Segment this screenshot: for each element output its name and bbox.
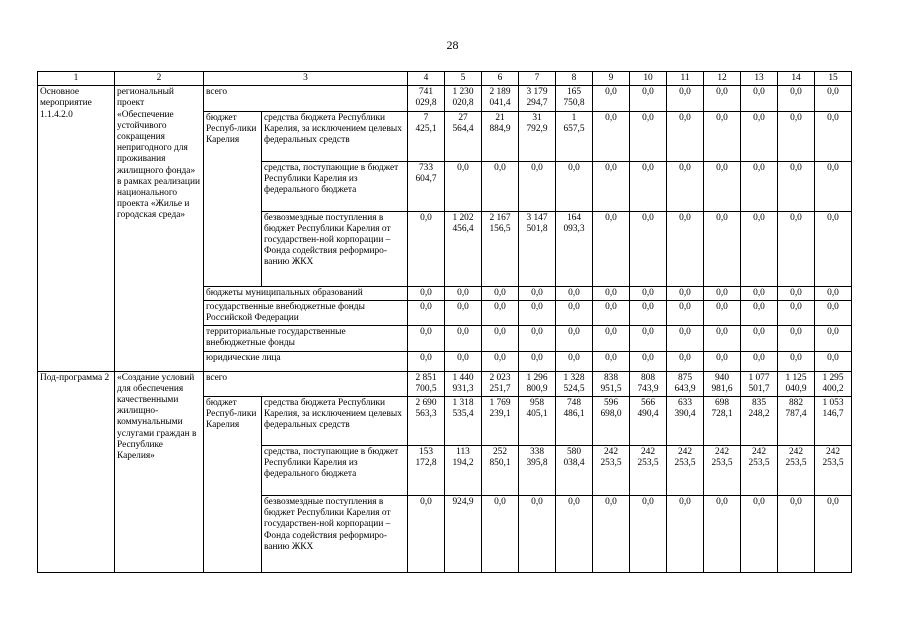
value-cell: 940 981,6 [704, 371, 741, 396]
value-cell: 0,0 [667, 496, 704, 573]
value-cell: 27 564,4 [445, 111, 482, 161]
header-cell: 7 [519, 72, 556, 86]
value-cell: 21 884,9 [482, 111, 519, 161]
value-cell: 113 194,2 [445, 446, 482, 496]
value-cell: 0,0 [815, 326, 852, 351]
value-cell: 0,0 [667, 86, 704, 111]
value-cell: 0,0 [741, 111, 778, 161]
value-cell: 3 147 501,8 [519, 211, 556, 286]
value-cell: 0,0 [482, 326, 519, 351]
source-label: средства, поступающие в бюджет Республики Карелия из федерального бюджета [262, 446, 408, 496]
value-cell: 0,0 [741, 496, 778, 573]
value-cell: 0,0 [556, 326, 593, 351]
header-row [38, 72, 852, 86]
header-cell: 13 [741, 72, 778, 86]
value-cell: 741 029,8 [408, 86, 445, 111]
project-cell: региональный проект «Обеспечение устойчивого сокращения непригодного для проживания жилищного фонда» в рамках реализации национального проекта «Жилье и городская среда» [115, 86, 204, 371]
header-cell: 4 [408, 72, 445, 86]
value-cell: 0,0 [667, 161, 704, 211]
value-cell: 0,0 [519, 496, 556, 573]
value-cell: 0,0 [778, 351, 815, 371]
value-cell: 0,0 [593, 351, 630, 371]
value-cell: 0,0 [630, 496, 667, 573]
value-cell: 1 125 040,9 [778, 371, 815, 396]
value-cell: 0,0 [704, 286, 741, 300]
header-cell: 9 [593, 72, 630, 86]
value-cell: 0,0 [815, 211, 852, 286]
budget-group-cell: бюджет Респуб-лики Карелия [204, 111, 262, 286]
value-cell: 0,0 [630, 286, 667, 300]
value-cell: 0,0 [482, 161, 519, 211]
value-cell: 1 295 400,2 [815, 371, 852, 396]
value-cell: 2 167 156,5 [482, 211, 519, 286]
value-cell: 1 318 535,4 [445, 397, 482, 446]
value-cell: 0,0 [815, 300, 852, 325]
value-cell: 0,0 [741, 286, 778, 300]
value-cell: 0,0 [741, 351, 778, 371]
value-cell: 580 038,4 [556, 446, 593, 496]
value-cell: 0,0 [593, 286, 630, 300]
value-cell: 0,0 [815, 111, 852, 161]
measure-cell: Под-программа 2 [38, 371, 115, 572]
value-cell: 1 657,5 [556, 111, 593, 161]
value-cell: 0,0 [519, 326, 556, 351]
header-cell: 6 [482, 72, 519, 86]
value-cell: 0,0 [445, 161, 482, 211]
source-label: всего [204, 86, 408, 111]
value-cell: 31 792,9 [519, 111, 556, 161]
project-cell: «Создание условий для обеспечения качественными жилищно-коммунальными услугами граждан в Республике Карелия» [115, 371, 204, 572]
value-cell: 0,0 [704, 300, 741, 325]
value-cell: 835 248,2 [741, 397, 778, 446]
header-cell: 14 [778, 72, 815, 86]
value-cell: 748 486,1 [556, 397, 593, 446]
value-cell: 2 189 041,4 [482, 86, 519, 111]
value-cell: 2 851 700,5 [408, 371, 445, 396]
value-cell: 0,0 [778, 326, 815, 351]
value-cell: 0,0 [741, 86, 778, 111]
value-cell: 242 253,5 [593, 446, 630, 496]
value-cell: 808 743,9 [630, 371, 667, 396]
value-cell: 0,0 [593, 300, 630, 325]
value-cell: 0,0 [815, 161, 852, 211]
value-cell: 0,0 [778, 300, 815, 325]
value-cell: 0,0 [519, 286, 556, 300]
header-cell: 12 [704, 72, 741, 86]
value-cell: 0,0 [630, 86, 667, 111]
value-cell: 252 850,1 [482, 446, 519, 496]
value-cell: 0,0 [815, 86, 852, 111]
value-cell: 0,0 [408, 300, 445, 325]
value-cell: 0,0 [667, 286, 704, 300]
value-cell: 0,0 [445, 300, 482, 325]
value-cell: 0,0 [519, 300, 556, 325]
value-cell: 633 390,4 [667, 397, 704, 446]
value-cell: 242 253,5 [704, 446, 741, 496]
source-label: средства бюджета Республики Карелия, за исключением целевых федеральных средств [262, 111, 408, 161]
value-cell: 0,0 [778, 111, 815, 161]
value-cell: 0,0 [408, 351, 445, 371]
value-cell: 0,0 [815, 496, 852, 573]
value-cell: 338 395,8 [519, 446, 556, 496]
value-cell: 0,0 [741, 326, 778, 351]
value-cell: 0,0 [667, 300, 704, 325]
value-cell: 1 440 931,3 [445, 371, 482, 396]
value-cell: 0,0 [556, 351, 593, 371]
header-cell: 2 [115, 72, 204, 86]
value-cell: 0,0 [593, 86, 630, 111]
value-cell: 0,0 [408, 211, 445, 286]
value-cell: 0,0 [482, 496, 519, 573]
value-cell: 1 077 501,7 [741, 371, 778, 396]
value-cell: 0,0 [704, 111, 741, 161]
source-label: территориальные государственные внебюджетные фонды [204, 326, 408, 351]
header-cell: 1 [38, 72, 115, 86]
value-cell: 0,0 [667, 326, 704, 351]
value-cell: 0,0 [815, 351, 852, 371]
value-cell: 242 253,5 [667, 446, 704, 496]
value-cell: 0,0 [704, 326, 741, 351]
value-cell: 0,0 [704, 211, 741, 286]
value-cell: 596 698,0 [593, 397, 630, 446]
value-cell: 698 728,1 [704, 397, 741, 446]
value-cell: 1 769 239,1 [482, 397, 519, 446]
value-cell: 0,0 [593, 161, 630, 211]
value-cell: 153 172,8 [408, 446, 445, 496]
source-label: бюджеты муниципальных образований [204, 286, 408, 300]
value-cell: 0,0 [408, 496, 445, 573]
value-cell: 0,0 [667, 351, 704, 371]
value-cell: 0,0 [778, 286, 815, 300]
source-label: всего [204, 371, 408, 396]
value-cell: 242 253,5 [778, 446, 815, 496]
budget-group-cell: бюджет Респуб-лики Карелия [204, 397, 262, 573]
value-cell: 958 405,1 [519, 397, 556, 446]
value-cell: 0,0 [778, 496, 815, 573]
value-cell: 165 750,8 [556, 86, 593, 111]
value-cell: 242 253,5 [630, 446, 667, 496]
value-cell: 924,9 [445, 496, 482, 573]
value-cell: 2 023 251,7 [482, 371, 519, 396]
value-cell: 0,0 [630, 351, 667, 371]
table-row [38, 86, 852, 111]
source-label: безвозмездные поступления в бюджет Республики Карелия от государствен-ной корпорации – Фонда содействия реформиро-ванию ЖКХ [262, 211, 408, 286]
value-cell: 0,0 [630, 161, 667, 211]
value-cell: 0,0 [519, 161, 556, 211]
value-cell: 0,0 [667, 211, 704, 286]
source-label: безвозмездные поступления в бюджет Республики Карелия от государствен-ной корпорации – Фонда содействия реформиро-ванию ЖКХ [262, 496, 408, 573]
value-cell: 0,0 [593, 211, 630, 286]
value-cell: 1 053 146,7 [815, 397, 852, 446]
source-label: средства, поступающие в бюджет Республики Карелия из федерального бюджета [262, 161, 408, 211]
value-cell: 0,0 [704, 496, 741, 573]
value-cell: 2 690 563,3 [408, 397, 445, 446]
value-cell: 0,0 [815, 286, 852, 300]
header-cell: 15 [815, 72, 852, 86]
measure-cell: Основное мероприятие 1.1.4.2.0 [38, 86, 115, 371]
header-cell: 3 [204, 72, 408, 86]
value-cell: 164 093,3 [556, 211, 593, 286]
value-cell: 1 296 800,9 [519, 371, 556, 396]
value-cell: 0,0 [778, 86, 815, 111]
value-cell: 0,0 [704, 351, 741, 371]
budget-table [37, 71, 852, 573]
value-cell: 242 253,5 [815, 446, 852, 496]
source-label: средства бюджета Республики Карелия, за исключением целевых федеральных средств [262, 397, 408, 446]
value-cell: 0,0 [704, 86, 741, 111]
value-cell: 0,0 [408, 286, 445, 300]
table-row [38, 371, 852, 396]
value-cell: 882 787,4 [778, 397, 815, 446]
value-cell: 0,0 [593, 111, 630, 161]
value-cell: 0,0 [556, 286, 593, 300]
value-cell: 0,0 [593, 326, 630, 351]
value-cell: 0,0 [445, 351, 482, 371]
value-cell: 0,0 [556, 161, 593, 211]
value-cell: 0,0 [778, 211, 815, 286]
value-cell: 0,0 [778, 161, 815, 211]
value-cell: 0,0 [482, 351, 519, 371]
value-cell: 0,0 [741, 211, 778, 286]
value-cell: 0,0 [667, 111, 704, 161]
value-cell: 0,0 [593, 496, 630, 573]
value-cell: 0,0 [630, 326, 667, 351]
value-cell: 0,0 [482, 286, 519, 300]
value-cell: 0,0 [445, 286, 482, 300]
value-cell: 0,0 [630, 300, 667, 325]
value-cell: 1 230 020,8 [445, 86, 482, 111]
value-cell: 1 328 524,5 [556, 371, 593, 396]
value-cell: 3 179 294,7 [519, 86, 556, 111]
value-cell: 0,0 [519, 351, 556, 371]
source-label: юридические лица [204, 351, 408, 371]
value-cell: 0,0 [630, 111, 667, 161]
value-cell: 0,0 [741, 300, 778, 325]
value-cell: 838 951,5 [593, 371, 630, 396]
value-cell: 0,0 [556, 496, 593, 573]
value-cell: 0,0 [482, 300, 519, 325]
value-cell: 875 643,9 [667, 371, 704, 396]
header-cell: 8 [556, 72, 593, 86]
header-cell: 10 [630, 72, 667, 86]
value-cell: 0,0 [741, 161, 778, 211]
value-cell: 0,0 [556, 300, 593, 325]
value-cell: 0,0 [408, 326, 445, 351]
value-cell: 733 604,7 [408, 161, 445, 211]
header-cell: 5 [445, 72, 482, 86]
value-cell: 0,0 [630, 211, 667, 286]
value-cell: 7 425,1 [408, 111, 445, 161]
value-cell: 0,0 [445, 326, 482, 351]
value-cell: 1 202 456,4 [445, 211, 482, 286]
source-label: государственные внебюджетные фонды Российской Федерации [204, 300, 408, 325]
header-cell: 11 [667, 72, 704, 86]
page-number: 28 [446, 38, 459, 52]
value-cell: 0,0 [704, 161, 741, 211]
value-cell: 242 253,5 [741, 446, 778, 496]
value-cell: 566 490,4 [630, 397, 667, 446]
